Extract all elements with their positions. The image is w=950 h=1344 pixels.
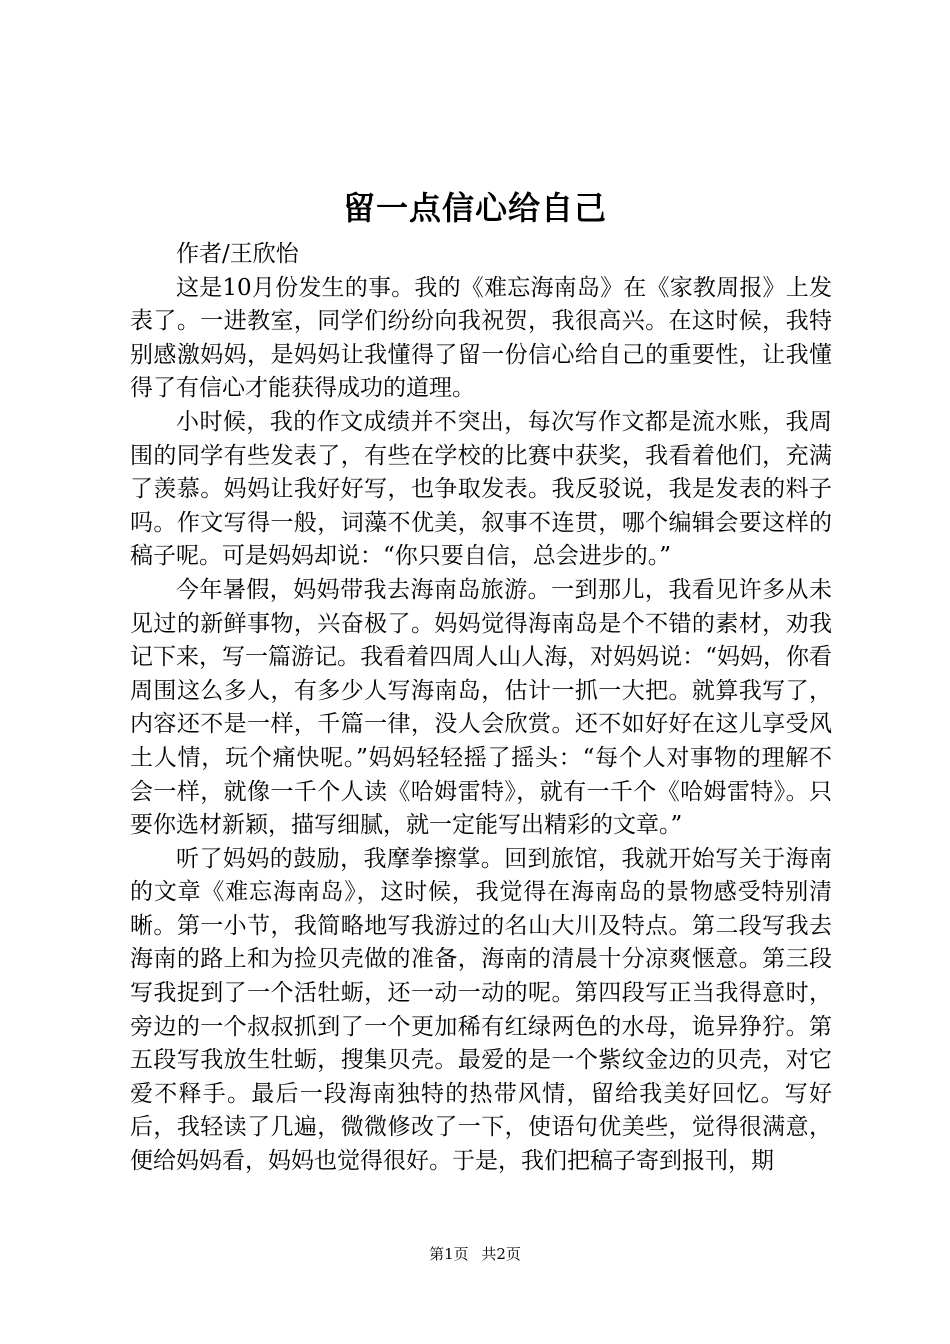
paragraph-1: 这是10月份发生的事。我的《难忘海南岛》在《家教周报》上发表了。一进教室，同学们纷纷向我祝贺，我很高兴。在这时候，我特别感激妈妈，是妈妈让我懂得了留一份信心给自己的重要性，让我懂得了有信心才能获得成功的道理。 (130, 274, 832, 402)
page-number: 第1页 (429, 1245, 469, 1263)
paragraph-4: 听了妈妈的鼓励，我摩拳擦掌。回到旅馆，我就开始写关于海南的文章《难忘海南岛》，这时候，我觉得在海南岛的景物感受特别清晰。第一小节，我简略地写我游过的名山大川及特点。第二段写我去海南的路上和为捡贝壳做的准备，海南的清晨十分凉爽惬意。第三段写我捉到了一个活牡蛎，还一动一动的呢。第四段写正当我得意时，旁边的一个叔叔抓到了一个更加稀有红绿两色的水母，诡异狰狞。第五段写我放生牡蛎，搜集贝壳。最爱的是一个紫纹金边的贝壳，对它爱不释手。最后一段海南独特的热带风情，留给我美好回忆。写好后，我轻读了几遍，微微修改了一下，使语句优美些，觉得很满意，便给妈妈看，妈妈也觉得很好。于是，我们把稿子寄到报刊，期 (130, 845, 832, 1175)
page-total: 共2页 (481, 1245, 521, 1263)
author-line: 作者/王欣怡 (176, 241, 299, 267)
paragraph-3: 今年暑假，妈妈带我去海南岛旅游。一到那儿，我看见许多从未见过的新鲜事物，兴奋极了。妈妈觉得海南岛是个不错的素材，劝我记下来，写一篇游记。我看着四周人山人海，对妈妈说：“妈妈，你看周围这么多人，有多少人写海南岛，估计一抓一大把。就算我写了，内容还不是一样，千篇一律，没人会欣赏。还不如好好在这儿享受风土人情，玩个痛快呢。”妈妈轻轻摇了摇头：“每个人对事物的理解不会一样，就像一千个人读《哈姆雷特》，就有一千个《哈姆雷特》。只要你选材新颖，描写细腻，就一定能写出精彩的文章。” (130, 576, 832, 839)
page-footer (0, 1242, 950, 1266)
article-title: 留一点信心给自己 (342, 189, 607, 227)
article-body (130, 238, 832, 1179)
paragraph-2: 小时候，我的作文成绩并不突出，每次写作文都是流水账，我周围的同学有些发表了，有些在学校的比赛中获奖，我看着他们，充满了羡慕。妈妈让我好好写，也争取发表。我反驳说，我是发表的料子吗。作文写得一般，词藻不优美，叙事不连贯，哪个编辑会要这样的稿子呢。可是妈妈却说：“你只要自信，总会进步的。” (130, 408, 832, 570)
